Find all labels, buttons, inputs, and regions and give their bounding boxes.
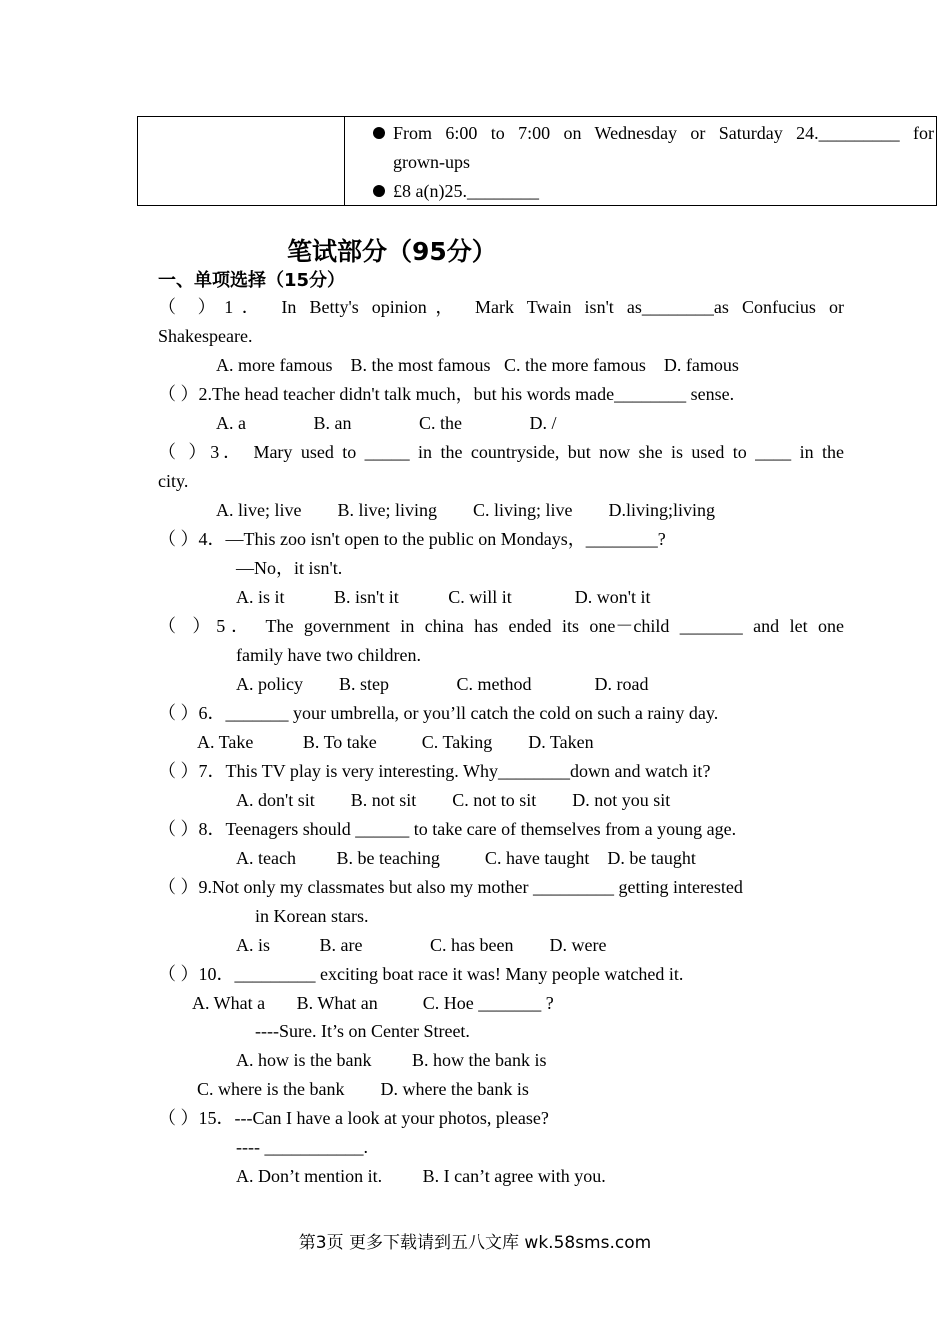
page-footer: 第3页 更多下载请到五八文库 wk.58sms.com (298, 1233, 652, 1253)
question-line: （ ）10．_________ exciting boat race it was! Many people watched it. (158, 964, 684, 984)
question-line: （ ）9.Not only my classmates but also my mother _________ getting interested (158, 877, 743, 897)
options-line: A. a B. an C. the D. / (216, 413, 557, 433)
options-line: A. is B. are C. has been D. were (236, 935, 607, 955)
question-line: （ ）2.The head teacher didn't talk much，but his words made________ sense. (158, 384, 735, 404)
question-line: city. (158, 471, 189, 491)
options-line: A. What a B. What an C. Hoe _______ ? (192, 993, 554, 1013)
options-line: A. live; live B. live; living C. living; live D.living;living (216, 500, 715, 520)
question-line: Shakespeare. (158, 326, 253, 346)
table-line-2: grown-ups (393, 152, 470, 172)
bullet-icon (373, 127, 385, 139)
page-title: 笔试部分（95分） (287, 237, 497, 266)
question-line: （ ）6．_______ your umbrella, or you’ll catch the cold on such a rainy day. (158, 703, 719, 723)
options-line: A. Don’t mention it. B. I can’t agree with you. (236, 1166, 606, 1186)
question-line: ---- ___________. (236, 1137, 368, 1157)
options-line: A. Take B. To take C. Taking D. Taken (197, 732, 594, 752)
question-line: （ ）3． Mary used to _____ in the countryside, but now she is used to ____ in the (158, 442, 844, 462)
question-line: （ ）8．Teenagers should ______ to take care of themselves from a young age. (158, 819, 737, 839)
options-line: A. don't sit B. not sit C. not to sit D. not you sit (236, 790, 671, 810)
table-left-cell (138, 117, 345, 206)
question-line: in Korean stars. (255, 906, 369, 926)
question-line: （ ）15．---Can I have a look at your photos, please? (158, 1108, 549, 1128)
table-right-cell (345, 117, 937, 206)
question-line: ----Sure. It’s on Center Street. (255, 1021, 470, 1041)
question-line: family have two children. (236, 645, 421, 665)
table-line-3: £8 a(n)25.________ (393, 181, 539, 201)
question-line: （ ）4．—This zoo isn't open to the public on Mondays，________? (158, 529, 666, 549)
listening-info-table (137, 116, 937, 206)
options-line: C. where is the bank D. where the bank is (197, 1079, 529, 1099)
options-line: A. more famous B. the most famous C. the more famous D. famous (216, 355, 739, 375)
question-line: （ ）1． In Betty's opinion， Mark Twain isn't as________as Confucius or (158, 297, 844, 317)
table-line-1: From 6:00 to 7:00 on Wednesday or Saturday 24._________ for (393, 123, 934, 143)
bullet-icon (373, 185, 385, 197)
question-line: （ ）7．This TV play is very interesting. Why________down and watch it? (158, 761, 711, 781)
options-line: A. how is the bank B. how the bank is (236, 1050, 547, 1070)
options-line: A. policy B. step C. method D. road (236, 674, 649, 694)
question-line: （ ）5． The government in china has ended its one－child _______ and let one (158, 616, 844, 636)
question-line: —No，it isn't. (236, 558, 343, 578)
section-heading: 一、单项选择（15分） (158, 270, 346, 291)
options-line: A. teach B. be teaching C. have taught D. be taught (236, 848, 696, 868)
options-line: A. is it B. isn't it C. will it D. won't it (236, 587, 651, 607)
